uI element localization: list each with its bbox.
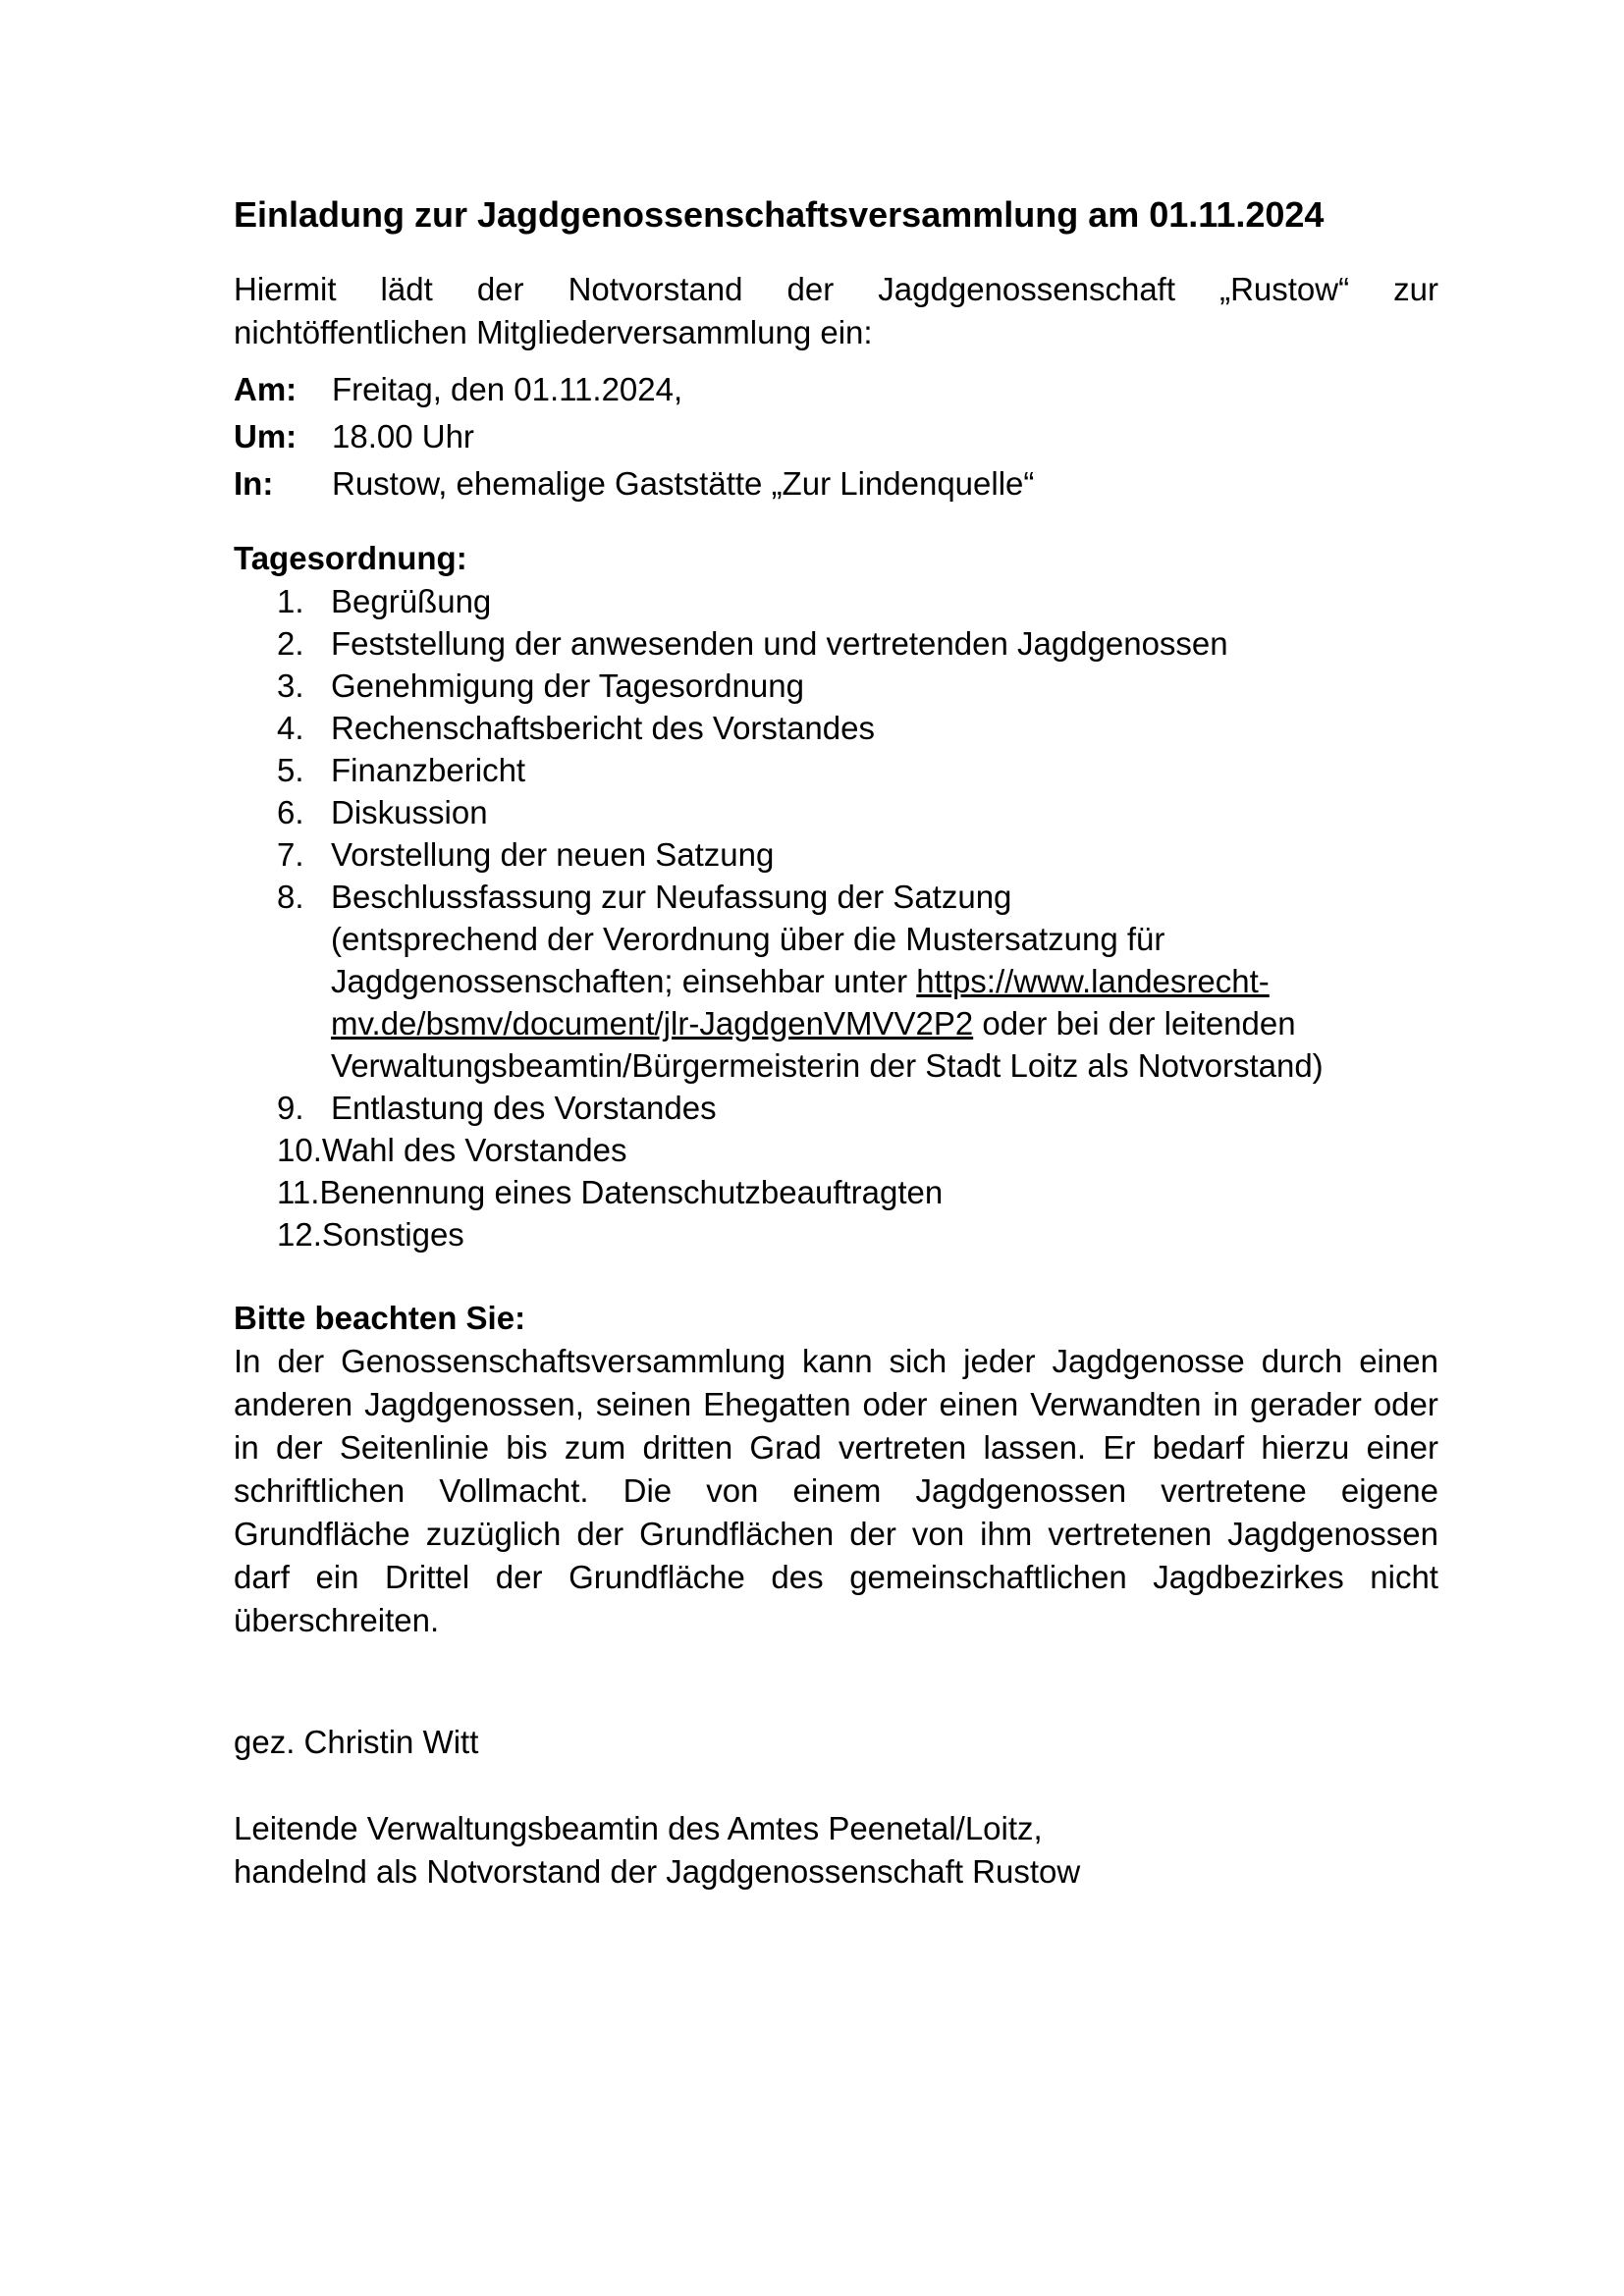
agenda-list	[277, 580, 1438, 1255]
agenda-item-text: Vorstellung der neuen Satzung	[331, 836, 775, 873]
page-title: Einladung zur Jagdgenossenschaftsversammlung am 01.11.2024	[234, 194, 1325, 235]
justified-line: In der Genossenschaftsversammlung kann sich jeder Jagdgenosse durch einen	[234, 1343, 1438, 1379]
detail-label-in: In:	[234, 465, 274, 502]
agenda-item-number: 7.	[277, 836, 304, 873]
agenda-item-text: Rechenschaftsbericht des Vorstandes	[331, 710, 875, 746]
detail-value-date: Freitag, den 01.11.2024,	[332, 371, 683, 407]
agenda-item-text: Wahl des Vorstandes	[321, 1132, 627, 1168]
agenda-item	[277, 791, 1438, 833]
meeting-details	[234, 366, 1438, 507]
agenda-item-number: 12.	[277, 1216, 322, 1253]
agenda-item-number: 1.	[277, 583, 304, 619]
agenda-item	[277, 1087, 1438, 1129]
intro-paragraph	[234, 268, 1438, 354]
signature-role	[234, 1807, 1438, 1894]
satzung-link[interactable]: https://www.landesrecht-	[916, 963, 1270, 999]
agenda-item-number: 11.	[277, 1174, 320, 1210]
satzung-link[interactable]: mv.de/bsmv/document/jlr-JagdgenVMVV2P2	[331, 1005, 974, 1041]
agenda-item-text: Genehmigung der Tagesordnung	[331, 667, 804, 704]
justified-line: in der Seitenlinie bis zum dritten Grad vertreten lassen. Er bedarf hierzu einer	[234, 1429, 1438, 1466]
agenda-item	[277, 833, 1438, 876]
agenda-item-text: Diskussion	[331, 794, 488, 830]
detail-row-location	[234, 460, 1438, 507]
signature-role-line1: Leitende Verwaltungsbeamtin des Amtes Peenetal/Loitz,	[234, 1810, 1043, 1846]
agenda-item	[277, 1213, 1438, 1255]
agenda-item	[277, 876, 1438, 1087]
notice-heading: Bitte beachten Sie:	[234, 1300, 526, 1336]
agenda-item-text: Feststellung der anwesenden und vertretenden Jagdgenossen	[331, 625, 1228, 662]
agenda-item-text: Beschlussfassung zur Neufassung der Satzung (entsprechend der Verordnung über die Mustersatzung für Jagdgenossenschaften; einsehbar unter https://www.landesrecht- mv.de/bsmv/document/jlr-JagdgenVMVV2P2 oder bei der leitenden Verwaltungsbeamtin/Bürgermeisterin der Stadt Loitz als Notvorstand)	[331, 879, 1324, 1084]
agenda-item-text: Benennung eines Datenschutzbeauftragten	[319, 1174, 944, 1210]
agenda-item-text: Finanzbericht	[331, 752, 526, 788]
paragraph-last-line: nichtöffentlichen Mitgliederversammlung ein:	[234, 314, 873, 350]
detail-row-date	[234, 366, 1438, 413]
justified-line: darf ein Drittel der Grundfläche des gemeinschaftlichen Jagdbezirkes nicht	[234, 1559, 1438, 1595]
agenda-item	[277, 622, 1438, 665]
notice-paragraph	[234, 1340, 1438, 1642]
detail-value-time: 18.00 Uhr	[332, 418, 474, 454]
agenda-item-text: Begrüßung	[331, 583, 492, 619]
agenda-item-number: 4.	[277, 710, 304, 746]
detail-row-time	[234, 413, 1438, 460]
agenda-item-number: 10.	[277, 1132, 322, 1168]
agenda-item-number: 3.	[277, 667, 304, 704]
agenda-item-text: Sonstiges	[321, 1216, 464, 1253]
justified-line: Grundfläche zuzüglich der Grundflächen der von ihm vertretenen Jagdgenossen	[234, 1516, 1438, 1552]
agenda-item	[277, 580, 1438, 622]
detail-label-am: Am:	[234, 371, 298, 407]
agenda-item	[277, 749, 1438, 791]
detail-value-location: Rustow, ehemalige Gaststätte „Zur Lindenquelle“	[332, 465, 1035, 502]
agenda-item	[277, 665, 1438, 707]
agenda-item-number: 9.	[277, 1090, 304, 1126]
detail-label-um: Um:	[234, 418, 298, 454]
agenda-item	[277, 1129, 1438, 1171]
justified-line: schriftlichen Vollmacht. Die von einem Jagdgenossen vertretene eigene	[234, 1472, 1438, 1509]
justified-line: Hiermit lädt der Notvorstand der Jagdgenossenschaft „Rustow“ zur	[234, 271, 1438, 307]
justified-line: anderen Jagdgenossen, seinen Ehegatten oder einen Verwandten in gerader oder	[234, 1386, 1438, 1422]
signature-name: gez. Christin Witt	[234, 1724, 479, 1760]
agenda-item-number: 5.	[277, 752, 304, 788]
signature-section	[234, 1721, 1438, 1894]
agenda-item-text: Entlastung des Vorstandes	[331, 1090, 717, 1126]
agenda-heading: Tagesordnung:	[234, 540, 467, 576]
agenda-item-number: 8.	[277, 879, 304, 915]
agenda-item	[277, 1171, 1438, 1213]
paragraph-last-line: überschreiten.	[234, 1602, 440, 1638]
signature-role-line2: handelnd als Notvorstand der Jagdgenossenschaft Rustow	[234, 1853, 1081, 1890]
agenda-item	[277, 707, 1438, 749]
agenda-item-number: 6.	[277, 794, 304, 830]
agenda-item-number: 2.	[277, 625, 304, 662]
